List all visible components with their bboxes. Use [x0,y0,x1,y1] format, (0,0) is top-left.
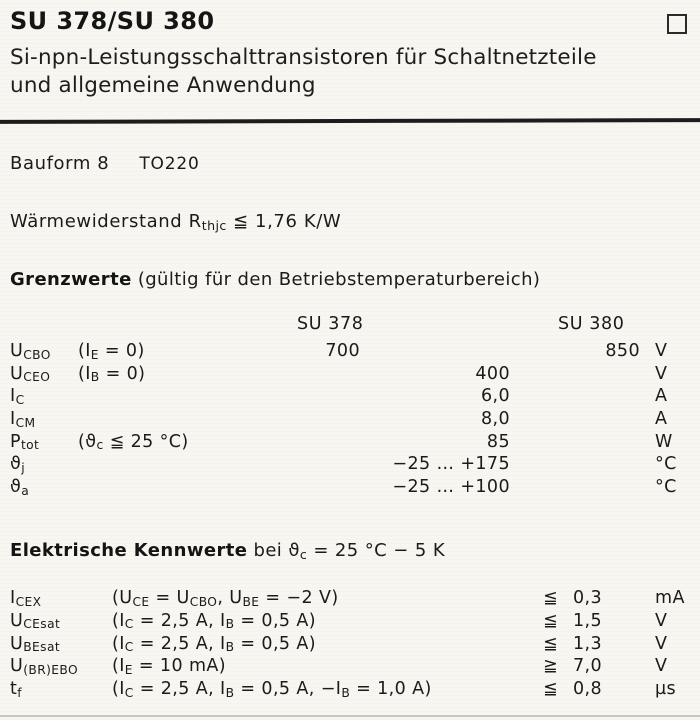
table-row [0,386,700,409]
limit-cell [540,679,602,699]
relation-symbol: ≧ [543,656,559,677]
unit-label: V [655,363,668,384]
page-title: SU 378/SU 380 [10,7,215,35]
limit-cell [540,656,602,676]
relation-symbol: ≦ [543,610,559,631]
grenzwerte-table [0,341,700,500]
unit-label: W [655,431,673,452]
param-conditions: (IC = 2,5 A, IB = 0,5 A) [112,610,317,632]
kennwerte-heading [10,540,445,561]
limit-cell [540,588,602,608]
param-symbol: tf [10,679,22,700]
grenzwerte-heading [10,269,540,290]
empty-square-icon [667,14,687,34]
param-symbol: UCBO [10,341,51,362]
table-row [0,454,700,477]
param-conditions: (IB = 0) [78,363,146,385]
limit-value: 1,5 [572,610,602,631]
subtitle-line-1: Si-npn-Leistungsschalttransistoren für Schaltnetzteile [10,45,597,70]
relation-symbol: ≦ [543,588,559,608]
param-conditions: (IC = 2,5 A, IB = 0,5 A) [112,633,317,655]
bauform-label: Bauform 8 [10,153,110,174]
param-conditions: (ϑc ≦ 25 °C) [78,431,189,453]
bottom-scan-line [0,715,700,717]
limit-cell [540,611,602,631]
param-symbol: UCEsat [10,610,61,632]
unit-label: V [655,610,668,631]
limit-value: 0,8 [572,679,602,700]
horizontal-rule [0,118,700,123]
table-row [0,679,700,702]
table-row [0,409,700,432]
param-symbol: ϑj [10,454,26,475]
limit-value: 7,0 [572,656,602,677]
table-row [0,364,700,387]
grenzwerte-heading-note: (gültig für den Betriebstemperaturbereich) [137,269,541,290]
param-conditions: (IE = 0) [78,341,145,362]
unit-label: A [655,409,668,430]
column-header-su380: SU 380 [558,314,625,334]
table-row [0,477,700,500]
thermal-resistance-line: Wärmewiderstand Rthjc ≦ 1,76 K/W [10,211,342,233]
table-row [0,432,700,455]
param-conditions: (IE = 10 mA) [112,656,227,677]
package-type: TO220 [139,154,200,174]
kennwerte-heading-note: bei ϑc = 25 °C − 5 K [253,540,446,562]
value-common: 85 [486,431,510,452]
limit-value: 1,3 [572,633,602,654]
table-row [0,656,700,679]
bauform-line [10,153,200,174]
param-symbol: Ptot [10,431,40,453]
table-row [0,634,700,657]
value-su378: 700 [325,341,360,361]
param-symbol: ICM [10,409,36,430]
subtitle-line-2: und allgemeine Anwendung [10,73,316,98]
kennwerte-table [0,588,700,702]
table-row [0,611,700,634]
param-symbol: ICEX [10,588,42,609]
value-common: 8,0 [480,409,510,430]
unit-label: V [655,341,668,361]
value-common: 400 [475,363,510,384]
unit-label: µs [655,679,677,700]
param-conditions: (UCE = UCBO, UBE = −2 V) [112,588,339,609]
limit-value: 0,3 [572,588,602,608]
unit-label: A [655,386,668,407]
table-row [0,588,700,611]
value-common: 6,0 [480,386,510,407]
unit-label: mA [655,588,685,608]
param-symbol: IC [10,386,25,407]
unit-label: V [655,633,668,654]
column-header-su378: SU 378 [297,314,364,334]
kennwerte-heading-bold: Elektrische Kennwerte [10,540,248,561]
param-symbol: UCEO [10,363,51,385]
param-symbol: U(BR)EBO [10,656,79,677]
relation-symbol: ≦ [543,633,559,654]
value-common: −25 … +100 [392,477,510,498]
unit-label: °C [655,454,677,475]
relation-symbol: ≦ [543,679,559,700]
value-su380: 850 [605,341,640,361]
table-row [0,341,700,364]
param-symbol: UBEsat [10,633,61,655]
limit-cell [540,634,602,654]
value-common: −25 … +175 [392,454,510,475]
unit-label: V [655,656,668,677]
grenzwerte-heading-bold: Grenzwerte [10,269,132,290]
param-conditions: (IC = 2,5 A, IB = 0,5 A, −IB = 1,0 A) [112,679,432,700]
unit-label: °C [655,477,677,498]
subtitle [10,44,700,100]
param-symbol: ϑa [10,477,30,498]
